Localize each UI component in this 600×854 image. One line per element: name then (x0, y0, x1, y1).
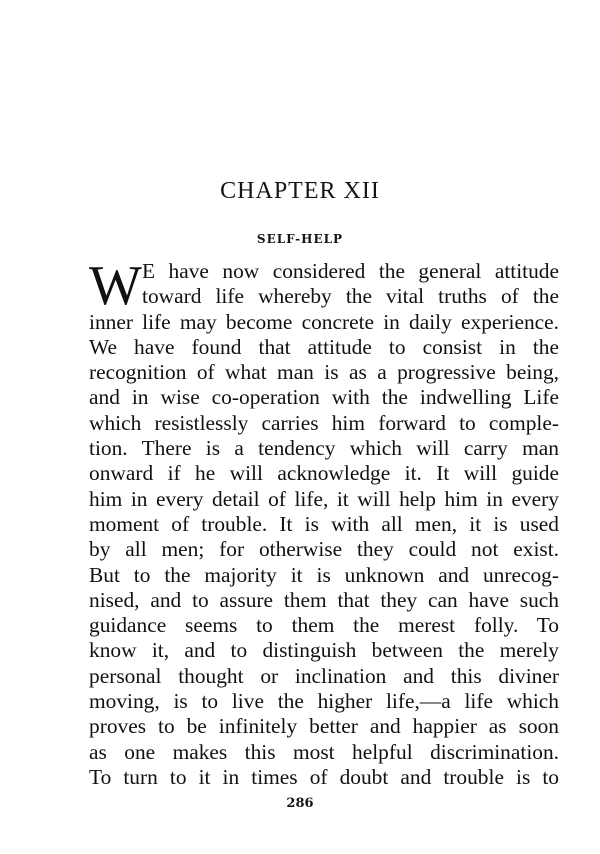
drop-cap: W (89, 255, 142, 317)
text-line: inner life may become concrete in daily experience. (89, 309, 559, 334)
text-line: as one makes this most helpful discrimination. (89, 739, 559, 764)
text-line: moment of trouble. It is with all men, it is used (89, 511, 559, 536)
text-line: recognition of what man is as a progressive being, (89, 360, 559, 385)
text-line: But to the majority it is unknown and unrecog- (89, 562, 559, 587)
text-line: nised, and to assure them that they can have such (89, 587, 559, 612)
section-title: SELF-HELP (256, 232, 344, 246)
text-line: and in wise co-operation with the indwelling Life (89, 385, 559, 410)
text-line: by all men; for otherwise they could not exist. (89, 537, 559, 562)
text-line: tion. There is a tendency which will carry man (89, 436, 559, 461)
text-line: know it, and to distinguish between the merely (89, 638, 559, 663)
text-line: toward life whereby the vital truths of the (142, 284, 559, 309)
page-number: 286 (286, 796, 314, 811)
text-line: proves to be infinitely better and happier as soon (89, 714, 559, 739)
text-line: onward if he will acknowledge it. It will guide (89, 461, 559, 486)
text-line: E have now considered the general attitude (142, 259, 559, 283)
body-text (89, 255, 559, 790)
text-line: guidance seems to them the merest folly. To (89, 613, 559, 638)
text-line: To turn to it in times of doubt and trouble is to (89, 764, 559, 789)
text-line: moving, is to live the higher life,—a life which (89, 689, 559, 714)
text-line: him in every detail of life, it will help him in every (89, 486, 559, 511)
text-line: which resistlessly carries him forward to comple- (89, 410, 559, 435)
chapter-title: CHAPTER XII (220, 178, 380, 204)
text-line: personal thought or inclination and this diviner (89, 663, 559, 688)
text-line: We have found that attitude to consist in the (89, 334, 559, 359)
